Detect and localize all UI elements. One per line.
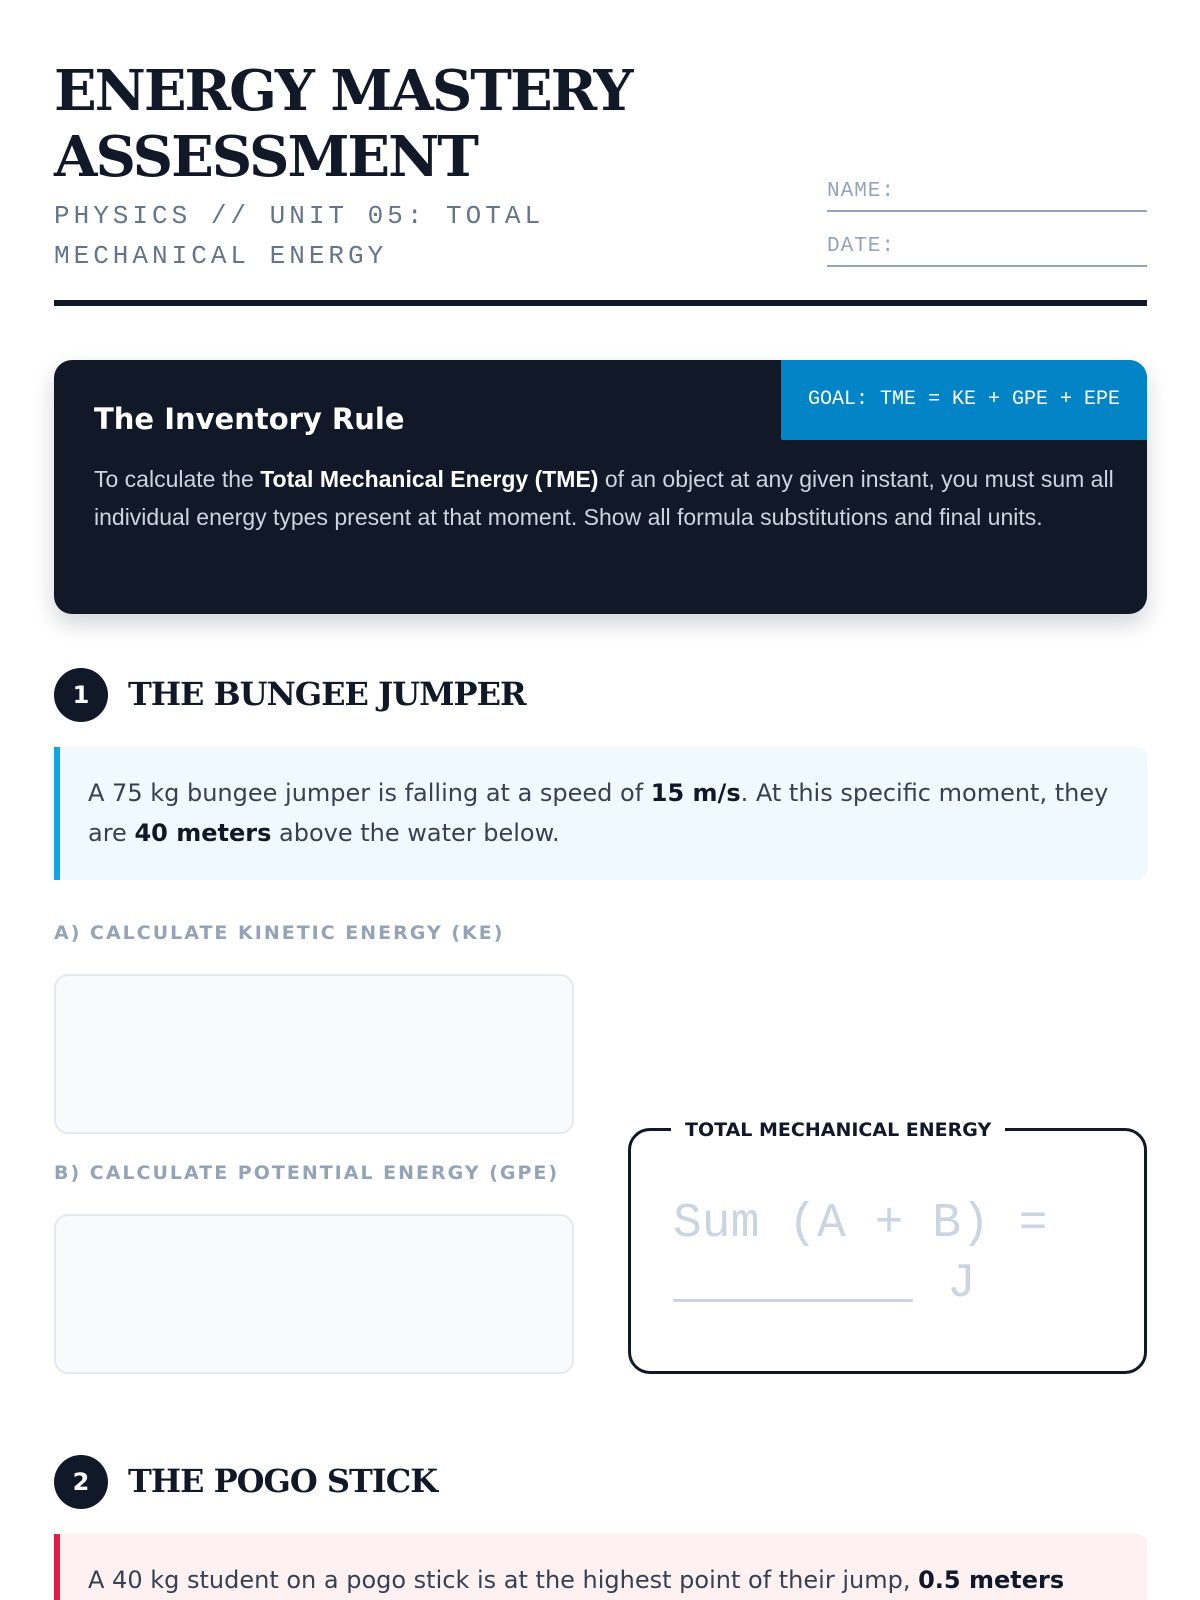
rule-card-title: The Inventory Rule	[94, 402, 405, 436]
part-b-label: B) CALCULATE POTENTIAL ENERGY (GPE)	[54, 1162, 560, 1184]
section-1-title: THE BUNGEE JUMPER	[128, 675, 526, 713]
tme-box-label: TOTAL MECHANICAL ENERGY	[671, 1114, 1005, 1146]
date-label: DATE:	[827, 235, 896, 258]
scenario-1-speed: 15 m/s	[650, 779, 741, 807]
rule-text-end: of an object at any given instant, you must sum all individual energy types present at that moment. Show all formula substitutions and final units.	[94, 466, 1114, 530]
part-a-label: A) CALCULATE KINETIC ENERGY (KE)	[54, 922, 505, 944]
tme-equation: Sum (A + B) =	[673, 1197, 1048, 1251]
name-label: NAME:	[827, 180, 896, 203]
goal-badge: GOAL: TME = KE + GPE + EPE	[781, 360, 1147, 440]
name-field[interactable]	[827, 180, 1147, 212]
rule-text-emphasis: Total Mechanical Energy (TME)	[260, 466, 599, 492]
inventory-rule-card	[54, 360, 1147, 614]
rule-card-text	[94, 460, 1114, 536]
section-2-number-badge: 2	[54, 1455, 108, 1509]
rule-text-start: To calculate the	[94, 466, 261, 492]
tme-unit: J	[947, 1257, 976, 1311]
section-1-scenario	[54, 747, 1147, 880]
part-b-answer-box[interactable]	[54, 1214, 574, 1374]
scenario-2-height: 0.5 meters	[918, 1566, 1065, 1594]
scenario-1-text-2: . At this specific moment, they are	[88, 779, 1109, 847]
scenario-2-text-1: A 40 kg student on a pogo stick is at the highest point of their jump,	[88, 1566, 919, 1594]
section-1-number-badge: 1	[54, 668, 108, 722]
part-a-answer-box[interactable]	[54, 974, 574, 1134]
header-divider	[54, 300, 1147, 306]
section-2-scenario	[54, 1534, 1147, 1600]
section-2-title: THE POGO STICK	[128, 1462, 438, 1500]
scenario-1-text-1: A 75 kg bungee jumper is falling at a speed of	[88, 779, 651, 807]
scenario-1-text-3: above the water below.	[271, 819, 560, 847]
scenario-1-height: 40 meters	[134, 819, 272, 847]
date-field[interactable]	[827, 235, 1147, 267]
tme-answer-blank[interactable]	[673, 1299, 913, 1302]
page-title: ENERGY MASTERY ASSESSMENT	[54, 58, 632, 190]
page-subtitle: PHYSICS // UNIT 05: TOTAL MECHANICAL ENERGY	[54, 201, 545, 271]
total-mechanical-energy-box	[628, 1119, 1147, 1374]
